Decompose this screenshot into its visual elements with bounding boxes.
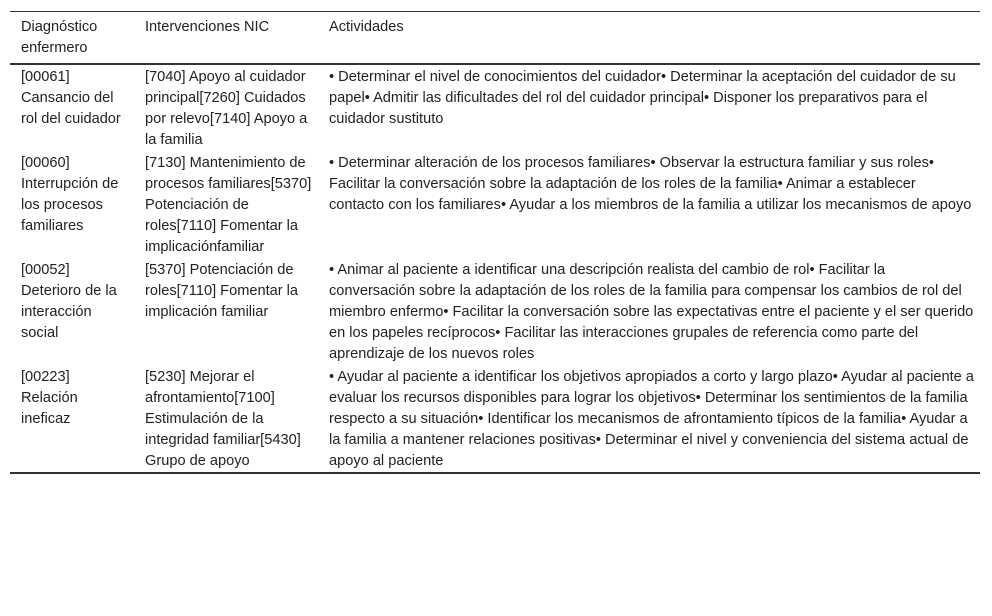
- header-activities: Actividades: [329, 19, 404, 35]
- header-diagnosis: Diagnóstico enfermero: [21, 19, 98, 56]
- diagnosis-cell: [00060] Interrupción de los procesos familiares: [21, 155, 119, 234]
- table-row: [10, 258, 980, 365]
- header-interventions: Intervenciones NIC: [145, 19, 270, 35]
- interventions-cell: [7130] Mantenimiento de procesos familiares[5370] Potenciación de roles[7110] Fomentar la implicaciónfamiliar: [145, 155, 312, 255]
- activities-cell: • Ayudar al paciente a identificar los objetivos apropiados a corto y largo plazo• Ayudar al paciente a evaluar los recursos disponibles para lograr los objetivos• Determinar los sentimientos de la familia respecto a su situación• Identificar los mecanismos de afrontamiento típicos de la familia• Ayudar a la familia a mantener relaciones positivas• Determinar el nivel y conveniencia del sistema actual de apoyo al paciente: [329, 369, 974, 469]
- diagnosis-cell: [00061] Cansancio del rol del cuidador: [21, 69, 121, 127]
- activities-cell: • Determinar alteración de los procesos familiares• Observar la estructura familiar y sus roles• Facilitar la conversación sobre la adaptación de los roles de la familia• Animar a establecer contacto con los familiares• Ayudar a los miembros de la familia a utilizar los mecanismos de apoyo: [329, 155, 972, 213]
- interventions-cell: [7040] Apoyo al cuidador principal[7260] Cuidados por relevo[7140] Apoyo a la familia: [145, 69, 308, 148]
- care-plan-table: [10, 11, 980, 474]
- activities-cell: • Determinar el nivel de conocimientos del cuidador• Determinar la aceptación del cuidador de su papel• Admitir las dificultades del rol del cuidador principal• Disponer los preparativos para el cuidador sustituto: [329, 69, 956, 127]
- activities-cell: • Animar al paciente a identificar una descripción realista del cambio de rol• Facilitar la conversación sobre la adaptación de los roles de la familia para compensar los cambios de rol del miembro enfermo• Facilitar la conversación sobre las expectativas entre el paciente y el ser querido en los papeles recíprocos• Facilitar las interacciones grupales de referencia como parte del aprendizaje de los nuevos roles: [329, 262, 974, 362]
- diagnosis-cell: [00052] Deterioro de la interacción social: [21, 262, 117, 341]
- interventions-cell: [5370] Potenciación de roles[7110] Fomentar la implicación familiar: [145, 262, 299, 320]
- interventions-cell: [5230] Mejorar el afrontamiento[7100] Estimulación de la integridad familiar[5430] Grupo de apoyo: [145, 369, 301, 469]
- table-header-row: [10, 12, 980, 65]
- diagnosis-cell: [00223] Relación ineficaz: [21, 369, 78, 427]
- table-row: [10, 151, 980, 258]
- care-plan-table-container: [10, 11, 980, 474]
- table-row: [10, 64, 980, 151]
- table-row: [10, 365, 980, 473]
